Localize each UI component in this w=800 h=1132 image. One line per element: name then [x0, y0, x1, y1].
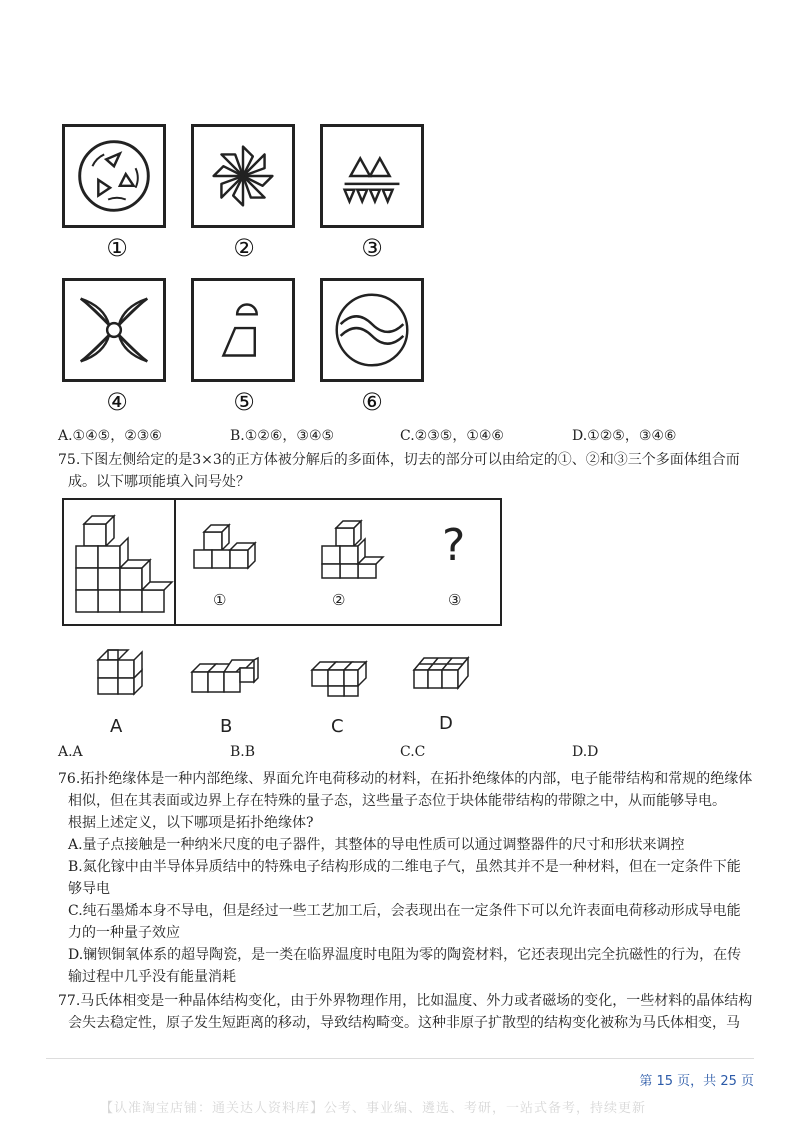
q76-option-b-line2[interactable]: 够导电 — [68, 881, 110, 897]
q75-stem-line1: 75.下图左侧给定的是3×3的正方体被分解后的多面体，切去的部分可以由给定的①、②和③三个多面体组合而 — [58, 452, 740, 468]
cube-composite-box — [62, 498, 176, 626]
choice-a-icon — [94, 646, 144, 698]
q77-line-2: 会失去稳定性，原子发生短距离的移动，导致结构畸变。这种非原子扩散型的结构变化被称为马氏体相变，马 — [68, 1015, 740, 1031]
q76-option-d-line2[interactable]: 输过程中几乎没有能量消耗 — [68, 969, 236, 985]
q76-option-b-line1[interactable]: B.氮化镓中由半导体异质结中的特殊电子结构形成的二维电子气，虽然其并不是一种材料，但在一定条件下能 — [68, 859, 741, 875]
choice-b-letter: B — [220, 716, 233, 737]
q75-option-b[interactable]: B.B — [230, 744, 256, 760]
figure-6-label: ⑥ — [361, 388, 383, 416]
cube-composite-icon — [64, 500, 174, 624]
piece-2-label: ② — [332, 591, 346, 609]
q74-option-d[interactable]: D.①②⑤，③④⑥ — [572, 428, 677, 444]
figure-4-label: ④ — [106, 388, 128, 416]
q76-line-2: 相似，但在其表面或边界上存在特殊的量子态，这些量子态位于块体能带结构的带隙之中，从而能够导电。 — [68, 793, 726, 809]
q76-option-c-line1[interactable]: C.纯石墨烯本身不导电，但是经过一些工艺加工后，会表现出在一定条件下可以允许表面电荷移动形成导电能 — [68, 903, 741, 919]
figure-6 — [320, 278, 424, 382]
semicircle-trapezoid-icon — [194, 281, 292, 379]
q75-option-a[interactable]: A.A — [58, 744, 83, 760]
figure-5-label: ⑤ — [233, 388, 255, 416]
watermark: 【认准淘宝店铺：通关达人资料库】公考、事业编、遴选、考研，一站式备考，持续更新 — [100, 1101, 647, 1116]
page-number: 第 15 页，共 25 页 — [639, 1074, 754, 1089]
yin-yang-wave-icon — [323, 281, 421, 379]
figure-1-label: ① — [106, 234, 128, 262]
choice-a-letter: A — [110, 716, 123, 737]
choice-d-letter: D — [439, 713, 453, 734]
footer-divider — [46, 1058, 754, 1059]
q76-line-1: 76.拓扑绝缘体是一种内部绝缘、界面允许电荷移动的材料，在拓扑绝缘体的内部，电子能带结构和常规的绝缘体 — [58, 771, 753, 787]
figure-4 — [62, 278, 166, 382]
q75-option-c[interactable]: C.C — [400, 744, 426, 760]
figure-1 — [62, 124, 166, 228]
figure-2-label: ② — [233, 234, 255, 262]
figure-3-label: ③ — [361, 234, 383, 262]
q76-option-c-line2[interactable]: 力的一种量子效应 — [68, 925, 180, 941]
q75-option-d[interactable]: D.D — [572, 744, 599, 760]
question-mark: ? — [442, 520, 466, 571]
choice-b-icon — [188, 656, 260, 698]
four-petals-icon — [65, 281, 163, 379]
q75-stem-line2: 成。以下哪项能填入问号处？ — [68, 474, 250, 490]
figure-2 — [191, 124, 295, 228]
q77-line-1: 77.马氏体相变是一种晶体结构变化，由于外界物理作用，比如温度、外力或者磁场的变化，一些材料的晶体结构 — [58, 993, 753, 1009]
figure-5 — [191, 278, 295, 382]
q76-option-a[interactable]: A.量子点接触是一种纳米尺度的电子器件，其整体的导电性质可以通过调整器件的尺寸和形状来调控 — [68, 837, 685, 853]
q74-option-b[interactable]: B.①②⑥，③④⑤ — [230, 428, 335, 444]
q76-option-d-line1[interactable]: D.镧钡铜氧体系的超导陶瓷，是一类在临界温度时电阻为零的陶瓷材料，它还表现出完全抗磁性的行为，在传 — [68, 947, 742, 963]
piece-1-label: ① — [213, 591, 227, 609]
choice-d-icon — [410, 654, 472, 694]
q76-question: 根据上述定义，以下哪项是拓扑绝缘体? — [68, 815, 314, 831]
figure-3 — [320, 124, 424, 228]
piece-3-label: ③ — [448, 591, 462, 609]
circle-triangles-icon — [65, 127, 163, 225]
pinwheel-icon — [194, 127, 292, 225]
q74-option-c[interactable]: C.②③⑤，①④⑥ — [400, 428, 504, 444]
choice-c-icon — [308, 656, 370, 698]
q74-option-a[interactable]: A.①④⑤，②③⑥ — [58, 428, 162, 444]
choice-c-letter: C — [331, 716, 344, 737]
triangles-icon — [323, 127, 421, 225]
